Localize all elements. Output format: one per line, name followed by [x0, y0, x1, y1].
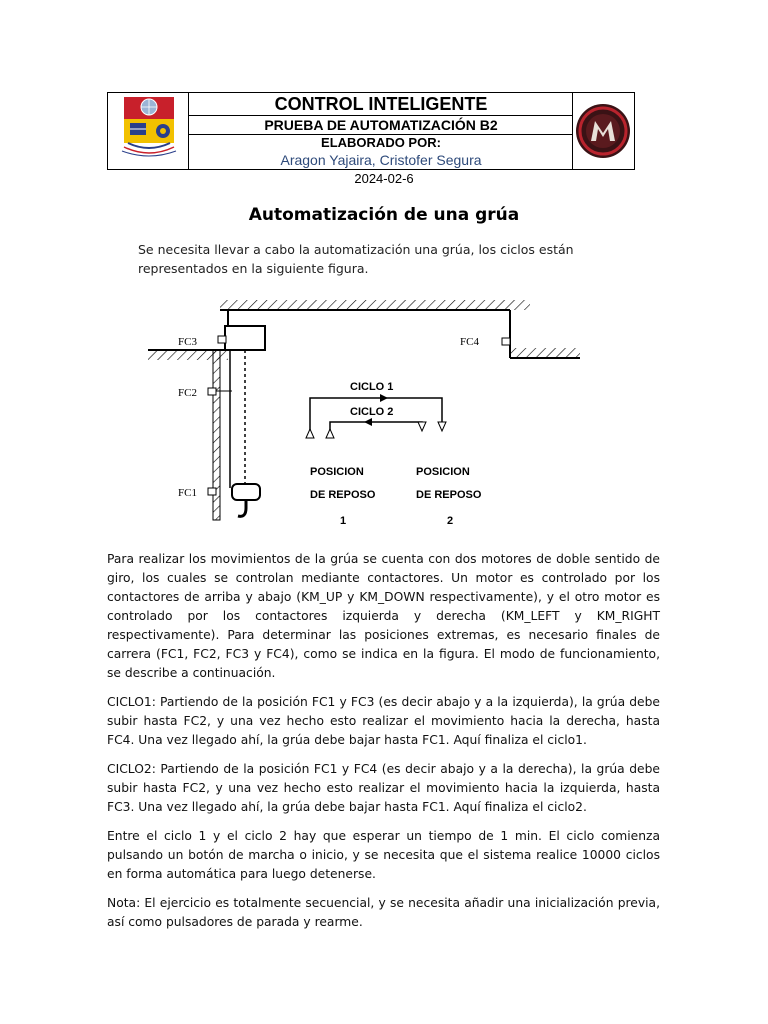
cycle-1-arrow	[380, 394, 388, 402]
label-pos2-line2: DE REPOSO	[416, 489, 482, 501]
document-date: 2024-02-6	[354, 171, 414, 186]
limit-switch-fc3	[218, 336, 226, 343]
trolley	[225, 326, 265, 350]
intro-text: Se necesita llevar a cabo la automatización una grúa, los ciclos están representados en la siguiente figura.	[138, 242, 574, 276]
crane-diagram	[140, 288, 580, 538]
label-fc4: FC4	[460, 336, 479, 348]
faculty-emblem	[572, 93, 634, 169]
made-by-label: ELABORADO POR:	[321, 135, 441, 150]
paragraph-note: Nota: El ejercicio es totalmente secuencial, y se necesita añadir una inicialización previa, así como pulsadores de parada y rearme.	[107, 896, 660, 929]
paragraph-description: Para realizar los movimientos de la grúa se cuenta con dos motores de doble sentido de giro, los cuales se controlan mediante contactores. Un motor es controlado por los contactores de arriba y abajo (KM_UP y KM_DOWN respectivamente), y el otro motor es controlado por los contactores izquierda y derecha (KM_LEFT y KM_RIGHT respectivamente). Para determinar las posiciones extremas, es necesario finales de carrera (FC1, FC2, FC3 y FC4), como se indica en la figura. El modo de funcionamiento, se describe a continuación.	[107, 552, 660, 680]
university-logo	[108, 93, 189, 169]
label-ciclo-1: CICLO 1	[350, 381, 394, 393]
label-pos1-line1: POSICION	[310, 466, 364, 478]
cycle-2-path	[330, 422, 422, 430]
label-pos1-num: 1	[340, 515, 347, 527]
limit-switch-fc2	[208, 388, 216, 395]
ceiling-hatch	[220, 300, 530, 310]
hook-block	[232, 484, 260, 500]
label-fc1: FC1	[178, 487, 197, 499]
crane-hook	[238, 500, 246, 516]
label-ciclo-2: CICLO 2	[350, 406, 394, 418]
document-header	[107, 92, 635, 170]
label-fc3: FC3	[178, 336, 197, 348]
document-body	[107, 550, 660, 942]
label-pos1-line2: DE REPOSO	[310, 489, 376, 501]
cycle-2-arrow	[364, 418, 372, 426]
authors: Aragon Yajaira, Cristofer Segura	[280, 152, 482, 168]
paragraph-timing: Entre el ciclo 1 y el ciclo 2 hay que esperar un tiempo de 1 min. El ciclo comienza pulsando un botón de marcha o inicio, y se necesita que el sistema realice 10000 ciclos en forma automática para luego detenerse.	[107, 829, 660, 881]
paragraph-ciclo1: CICLO1: Partiendo de la posición FC1 y FC3 (es decir abajo y a la izquierda), la grúa debe subir hasta FC2, y una vez hecho esto realizar el movimiento hacia la derecha, hasta FC4. Una vez llegado ahí, la grúa debe bajar hasta FC1. Aquí finaliza el ciclo1.	[107, 695, 660, 747]
limit-switch-fc4	[502, 338, 510, 345]
label-pos2-line1: POSICION	[416, 466, 470, 478]
limit-switch-fc1	[208, 488, 216, 495]
course-title: CONTROL INTELIGENTE	[189, 93, 573, 116]
paragraph-ciclo2: CICLO2: Partiendo de la posición FC1 y FC4 (es decir abajo y a la derecha), la grúa debe subir hasta FC2, y una vez hecho esto realizar el movimiento hacia la izquierda, hasta FC3. Una vez llegado ahí, la grúa debe bajar hasta FC1. Aquí finaliza el ciclo2.	[107, 762, 660, 814]
label-pos2-num: 2	[447, 515, 454, 527]
label-fc2: FC2	[178, 387, 197, 399]
exam-subtitle: PRUEBA DE AUTOMATIZACIÓN B2	[189, 116, 573, 135]
document-title: Automatización de una grúa	[248, 205, 520, 225]
